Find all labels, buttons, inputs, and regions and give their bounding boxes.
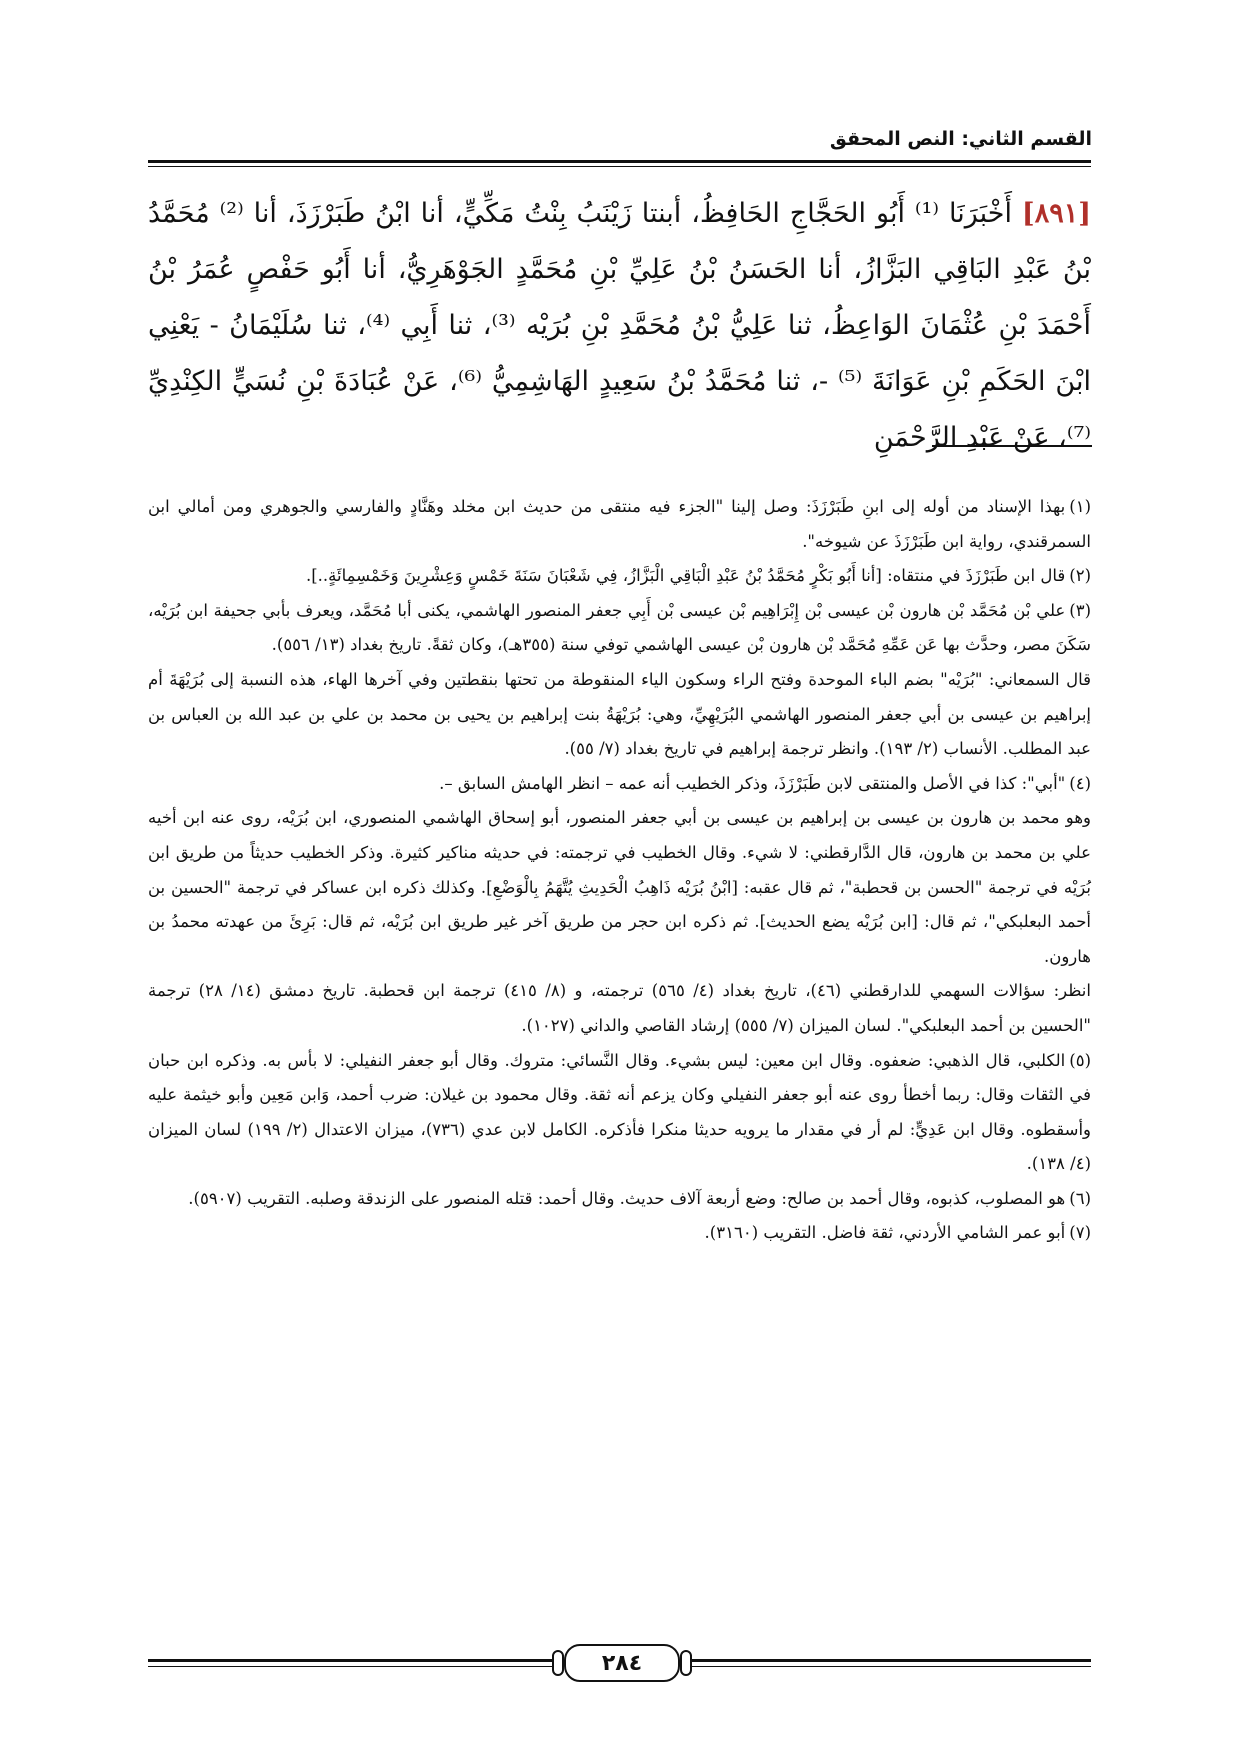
footnote-4: (٤)"أبي": كذا في الأصل والمنتقى لابن طَبَرْزَذَ، وذكر الخطيب أنه عمه – انظر الهامش السابق –. (439, 773, 1091, 793)
hadith-text: أَخْبَرَنَا ⁽¹⁾ أَبُو الحَجَّاجِ الحَافِظُ، أبنتا زَيْنَبُ بِنْتُ مَكِّيٍّ، أنا ابْنُ طَبَرْزَذَ، أنا ⁽²⁾ مُحَمَّدُ بْنُ عَبْدِ البَاقِي البَزَّازُ، أنا الحَسَنُ بْنُ عَلِيِّ بْنِ مُحَمَّدٍ الجَوْهَرِيُّ، أنا أَبُو حَفْصٍ عُمَرُ بْنُ أَحْمَدَ بْنِ عُثْمَانَ الوَاعِظُ، ثنا عَلِيُّ بْنُ مُحَمَّدِ بْنِ بُرَيْه ⁽³⁾، ثنا أَبِي ⁽⁴⁾، ثنا سُلَيْمَانُ - يَعْنِي ابْنَ الحَكَمِ بْنِ عَوَانَةَ ⁽⁵⁾ -، ثنا مُحَمَّدُ بْنُ سَعِيدٍ الهَاشِمِيُّ ⁽⁶⁾، عَنْ عُبَادَةَ بْنِ نُسَيٍّ الكِنْدِيِّ ⁽⁷⁾، عَنْ عَبْدِ الرَّحْمَنِ (148, 198, 1092, 453)
footnote-1: (١)بهذا الإسناد من أوله إلى ابنِ طَبَرْزَذَ: وصل إلينا "الجزء فيه منتقى من حديث ابن مخلد وهَنَّادٍ والفارسي والجوهري ومن أمالي ابن السمرقندي، رواية ابن طَبَرْزَذَ عن شيوخه". (148, 497, 1091, 551)
footnotes (148, 490, 1091, 1251)
main-text-block (148, 186, 1091, 466)
footnote-separator (932, 445, 1092, 447)
footnote-4-continued: وهو محمد بن هارون بن عيسى بن إبراهيم بن عيسى بن أبي جعفر المنصور، أبو إسحاق الهاشمي المنصوري، ابن بُرَيْه، روى عنه ابن أخيه علي بن محمد بن هارون، قال الدَّارقطني: لا شيء. وقال الخطيب في ترجمته: في حديثه مناكير كثيرة. وذكر الخطيب حديثاً من طريق ابن بُرَيْه في ترجمة "الحسن بن قحطبة"، ثم قال عقبه: [ابْنُ بُرَيْه ذَاهِبُ الْحَدِيثِ يُتَّهَمُ بِالْوَضْعِ]. وكذلك ذكره ابن عساكر في ترجمة "الحسين بن أحمد البعلبكي"، ثم قال: [ابن بُرَيْه يضع الحديث]. ثم ذكره ابن حجر من طريق آخر غير طريق ابن بُرَيْه، ثم قال: بَرِئَ من عهدته محمدُ بن هارون. (148, 808, 1091, 966)
footnote-6: (٦)هو المصلوب، كذبوه، وقال أحمد بن صالح: وضع أربعة آلاف حديث. وقال أحمد: قتله المنصور على الزندقة وصلبه. التقريب (٥٩٠٧). (188, 1188, 1091, 1208)
footer-rule-right (682, 1659, 1091, 1667)
hadith-paragraph (148, 186, 1091, 466)
running-head: القسم الثاني: النص المحقق (829, 128, 1092, 150)
header-rule (148, 160, 1091, 167)
footnote-3-continued: قال السمعاني: "بُرَيْه" بضم الباء الموحدة وفتح الراء وسكون الياء المنقوطة من تحتها بنقطتين وفي آخرها الهاء، هذه النسبة إلى بُرَيْهَةَ أم إبراهيم بن عيسى بن أبي جعفر المنصور الهاشمي البُرَيْهِيِّ، وهي: بُرَيْهَةُ بنت إبراهيم بن يحيى بن محمد بن علي بن عبد الله بن العباس بن عبد المطلب. الأنساب (٢/ ١٩٣). وانظر ترجمة إبراهيم في تاريخ بغداد (٧/ ٥٥). (148, 669, 1091, 759)
footnote-2: (٢)قال ابن طَبَرْزَذَ في منتقاه: [أنا أَبُو بَكْرٍ مُحَمَّدُ بْنُ عَبْدِ الْبَاقِي الْبَزَّازُ، فِي شَعْبَانَ سَنَةَ خَمْسٍ وَعِشْرِينَ وَخَمْسِمِائَةٍ..]. (305, 566, 1091, 586)
footer-rule-left (148, 1659, 558, 1667)
footnote-7: (٧)أبو عمر الشامي الأردني، ثقة فاضل. التقريب (٣١٦٠). (704, 1223, 1091, 1243)
page-number: ٢٨٤ (564, 1644, 680, 1682)
footnote-3: (٣)علي بْن مُحَمَّد بْن هارون بْن عيسى بْن إِبْرَاهِيم بْن عيسى بْن أَبِي جعفر المنصور الهاشمي، يكنى أبا مُحَمَّد، ويعرف بأبي جحيفة ابن بُرَيْه، سَكَنَ مصر، وحدَّث بها عَن عَمِّهِ مُحَمَّد بْن هارون بْن عيسى الهاشمي توفي سنة (٣٥٥هـ)، وكان ثقةً. تاريخ بغداد (١٣/ ٥٥٦). (148, 600, 1091, 655)
footnote-5: (٥)الكلبي، قال الذهبي: ضعفوه. وقال ابن معين: ليس بشيء. وقال النَّسائي: متروك. وقال أبو جعفر النفيلي: لا بأس به. وذكره ابن حبان في الثقات وقال: ربما أخطأ روى عنه أبو جعفر النفيلي وكان يزعم أنه ثقة. وقال محمود بن غيلان: ضرب أحمد، وَابن مَعِين وأبو خيثمة عليه وأسقطوه. وقال ابن عَدِيٍّ: لم أر في مقدار ما يرويه حديثا منكرا فأذكره. الكامل لابن عدي (٧٣٦)، ميزان الاعتدال (٢/ ١٩٩) لسان الميزان (٤/ ١٣٨). (148, 1050, 1092, 1174)
footnote-4-references: انظر: سؤالات السهمي للدارقطني (٤٦)، تاريخ بغداد (٤/ ٥٦٥) ترجمته، و (٨/ ٤١٥) ترجمة ابن قحطبة. تاريخ دمشق (١٤/ ٢٨) ترجمة "الحسين بن أحمد البعلبكي". لسان الميزان (٧/ ٥٥٥) إرشاد القاصي والداني (١٠٢٧). (148, 981, 1091, 1035)
hadith-number: [٨٩١] (1021, 198, 1091, 229)
